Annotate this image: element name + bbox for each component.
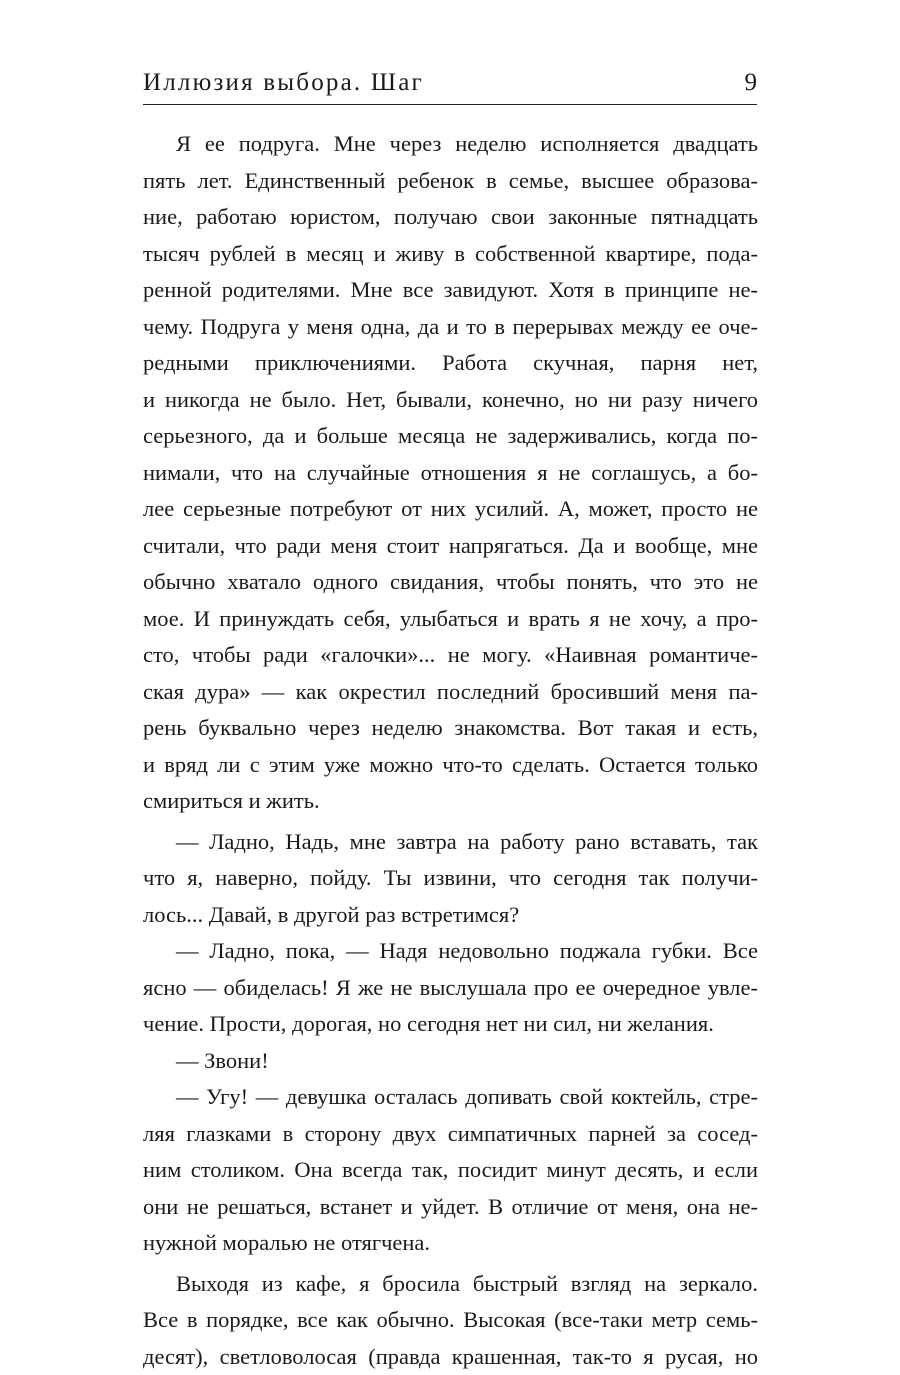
text-line: серьезного, да и больше месяца не задерживались, когда по-	[143, 418, 758, 455]
running-head	[143, 62, 757, 102]
text-line: пять лет. Единственный ребенок в семье, высшее образова-	[143, 163, 758, 200]
text-line: обычно хватало одного свидания, чтобы понять, что это не	[143, 564, 758, 601]
text-line: лось... Давай, в другой раз встретимся?	[143, 897, 758, 934]
text-line: ренной родителями. Мне все завидуют. Хотя в принципе не-	[143, 272, 758, 309]
text-line: что я, наверно, пойду. Ты извини, что сегодня так получи-	[143, 860, 758, 897]
text-line: Я ее подруга. Мне через неделю исполняется двадцать	[143, 126, 758, 163]
text-line: чему. Подруга у меня одна, да и то в перерывах между ее оче-	[143, 309, 758, 346]
text-line: сто, чтобы ради «галочки»... не могу. «Наивная романтиче-	[143, 637, 758, 674]
text-line: ним столиком. Она всегда так, посидит минут десять, и если	[143, 1152, 758, 1189]
text-line: — Ладно, Надь, мне завтра на работу рано вставать, так	[143, 824, 758, 861]
paragraph	[143, 126, 758, 820]
text-line: тысяч рублей в месяц и живу в собственной квартире, пода-	[143, 236, 758, 273]
text-line: — Угу! — девушка осталась допивать свой коктейль, стре-	[143, 1079, 758, 1116]
body-text	[143, 126, 758, 1375]
paragraph	[143, 933, 758, 1043]
text-line: нужной моралью не отягчена.	[143, 1225, 758, 1262]
text-line: Выходя из кафе, я бросила быстрый взгляд на зеркало.	[143, 1266, 758, 1303]
paragraph	[143, 824, 758, 934]
page-number: 9	[745, 68, 758, 98]
text-line: ние, работаю юристом, получаю свои законные пятнадцать	[143, 199, 758, 236]
paragraph	[143, 1266, 758, 1375]
text-line: мое. И принуждать себя, улыбаться и врать я не хочу, а про-	[143, 601, 758, 638]
text-line: считали, что ради меня стоит напрягаться. Да и вообще, мне	[143, 528, 758, 565]
text-line: нимали, что на случайные отношения я не соглашусь, а бо-	[143, 455, 758, 492]
paragraph	[143, 1043, 758, 1080]
text-line: ясно — обиделась! Я же не выслушала про ее очередное увле-	[143, 970, 758, 1007]
text-line: они не решаться, встанет и уйдет. В отличие от меня, она не-	[143, 1189, 758, 1226]
text-line: и вряд ли с этим уже можно что-то сделать. Остается только	[143, 747, 758, 784]
text-line: ляя глазками в сторону двух симпатичных парней за сосед-	[143, 1116, 758, 1153]
text-line: Все в порядке, все как обычно. Высокая (все-таки метр семь-	[143, 1302, 758, 1339]
text-line: десят), светловолосая (правда крашенная, так-то я русая, но	[143, 1339, 758, 1375]
text-line: рень буквально через неделю знакомства. Вот такая и есть,	[143, 710, 758, 747]
text-line: и никогда не было. Нет, бывали, конечно, но ни разу ничего	[143, 382, 758, 419]
text-line: смириться и жить.	[143, 783, 758, 820]
text-line: редными приключениями. Работа скучная, парня нет,	[143, 345, 758, 382]
running-title: Иллюзия выбора. Шаг	[143, 68, 424, 98]
text-line: ская дура» — как окрестил последний бросивший меня па-	[143, 674, 758, 711]
text-line: — Ладно, пока, — Надя недовольно поджала губки. Все	[143, 933, 758, 970]
text-line: чение. Прости, дорогая, но сегодня нет ни сил, ни желания.	[143, 1006, 758, 1043]
paragraph	[143, 1079, 758, 1262]
header-rule	[143, 104, 757, 105]
text-line: лее серьезные потребуют от них усилий. А, может, просто не	[143, 491, 758, 528]
text-line: — Звони!	[143, 1043, 758, 1080]
